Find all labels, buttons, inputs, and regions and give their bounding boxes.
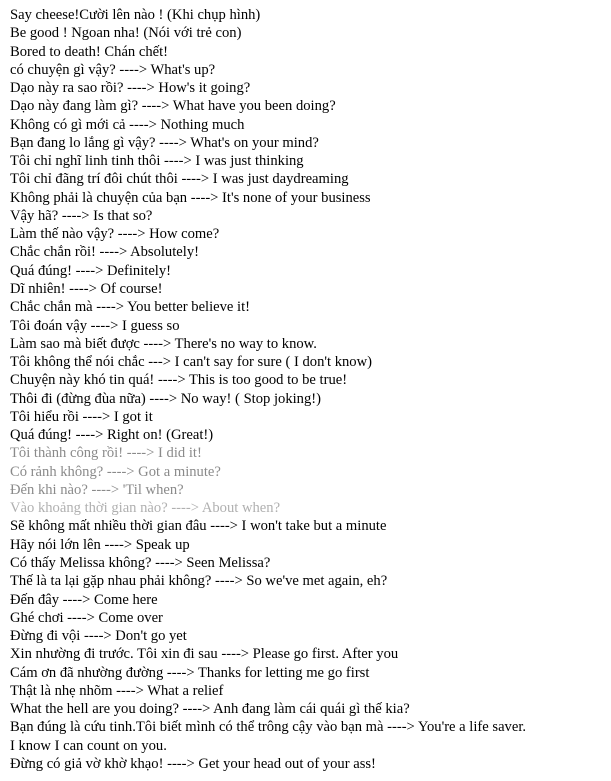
phrase-line-16: Dĩ nhiên! ----> Of course! xyxy=(10,280,163,297)
phrase-line-24: Quá đúng! ----> Right on! (Great!) xyxy=(10,427,214,444)
phrase-line-27: Đến khi nào? ----> 'Til when? xyxy=(10,481,184,498)
phrase-line-42: Đừng có giả vờ khờ khạo! ----> Get your head out of your ass! xyxy=(10,755,376,772)
phrase-line-39: What the hell are you doing? ----> Anh đang làm cái quái gì thế kia? xyxy=(10,701,410,718)
phrase-line-40: Bạn đúng là cứu tinh.Tôi biết mình có thể trông cậy vào bạn mà ----> You're a life saver. xyxy=(10,719,527,736)
phrase-line-34: Ghé chơi ----> Come over xyxy=(10,609,163,626)
phrase-line-36: Xin nhường đi trước. Tôi xin đi sau ----> Please go first. After you xyxy=(10,646,399,663)
phrase-line-19: Làm sao mà biết được ----> There's no way to know. xyxy=(10,335,317,352)
phrase-line-6: Dạo này đang làm gì? ----> What have you been doing? xyxy=(10,98,336,115)
phrase-line-21: Chuyện này khó tin quá! ----> This is too good to be true! xyxy=(10,372,348,389)
phrase-line-33: Đến đây ----> Come here xyxy=(10,591,158,608)
phrase-line-11: Không phải là chuyện của bạn ----> It's none of your business xyxy=(10,189,371,206)
phrase-line-30: Hãy nói lớn lên ----> Speak up xyxy=(10,536,190,553)
phrase-line-28: Vào khoảng thời gian nào? ----> About when? xyxy=(10,500,281,517)
phrase-line-2: Be good ! Ngoan nha! (Nói với trẻ con) xyxy=(10,25,242,42)
document-page xyxy=(10,6,606,773)
phrase-line-20: Tôi không thể nói chắc ---> I can't say for sure ( I don't know) xyxy=(10,354,373,371)
phrase-line-35: Đừng đi vội ----> Don't go yet xyxy=(10,628,187,645)
phrase-line-9: Tôi chỉ nghĩ linh tinh thôi ----> I was just thinking xyxy=(10,153,304,170)
phrase-line-13: Làm thế nào vậy? ----> How come? xyxy=(10,226,220,243)
phrase-line-1: Say cheese!Cười lên nào ! (Khi chụp hình) xyxy=(10,7,261,23)
phrase-line-31: Có thấy Melissa không? ----> Seen Melissa? xyxy=(10,554,271,571)
phrase-line-14: Chắc chắn rồi! ----> Absolutely! xyxy=(10,244,199,261)
phrase-line-8: Bạn đang lo lắng gì vậy? ----> What's on your mind? xyxy=(10,134,319,151)
phrase-line-7: Không có gì mới cả ----> Nothing much xyxy=(10,116,245,133)
phrase-line-29: Sẽ không mất nhiều thời gian đâu ----> I won't take but a minute xyxy=(10,518,387,535)
phrase-line-17: Chắc chắn mà ----> You better believe it! xyxy=(10,299,251,316)
phrase-line-5: Dạo này ra sao rồi? ----> How's it going? xyxy=(10,80,251,97)
phrase-line-22: Thôi đi (đừng đùa nữa) ----> No way! ( Stop joking!) xyxy=(10,390,321,407)
phrase-line-23: Tôi hiểu rồi ----> I got it xyxy=(10,408,153,425)
phrase-line-12: Vậy hã? ----> Is that so? xyxy=(10,207,153,224)
phrase-line-37: Cám ơn đã nhường đường ----> Thanks for letting me go first xyxy=(10,664,370,681)
phrase-line-15: Quá đúng! ----> Definitely! xyxy=(10,262,172,279)
phrase-line-38: Thật là nhẹ nhõm ----> What a relief xyxy=(10,682,224,699)
phrase-line-10: Tôi chỉ đãng trí đôi chút thôi ----> I was just daydreaming xyxy=(10,171,349,188)
phrase-line-26: Có rảnh không? ----> Got a minute? xyxy=(10,463,221,480)
phrase-line-41: I know I can count on you. xyxy=(10,737,167,754)
phrase-line-32: Thế là ta lại gặp nhau phải không? ----> So we've met again, eh? xyxy=(10,573,388,590)
phrase-line-25: Tôi thành công rồi! ----> I did it! xyxy=(10,445,202,462)
phrase-line-3: Bored to death! Chán chết! xyxy=(10,43,169,60)
phrase-line-18: Tôi đoán vậy ----> I guess so xyxy=(10,317,180,334)
phrase-line-4: có chuyện gì vậy? ----> What's up? xyxy=(10,61,216,78)
